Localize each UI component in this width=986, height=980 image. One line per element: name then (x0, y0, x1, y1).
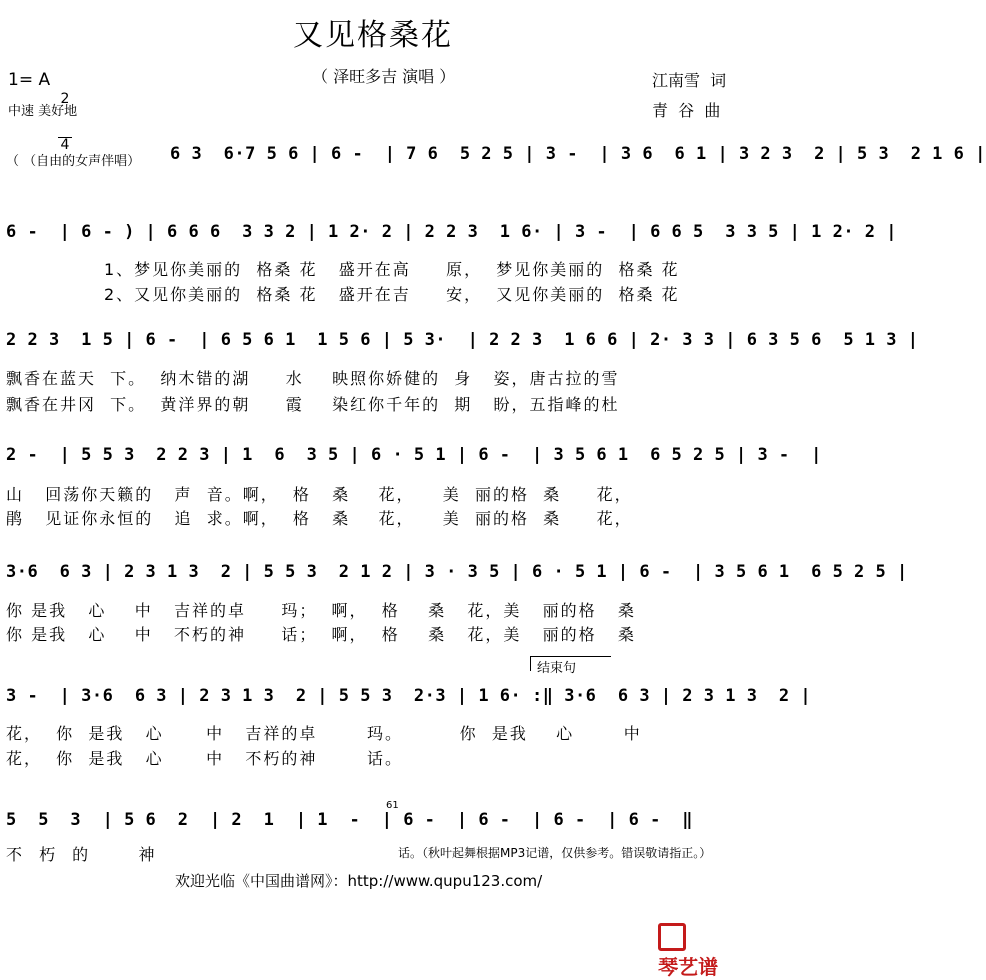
brand-name: 琴艺谱 (658, 955, 719, 979)
song-title: 又见格桑花 (293, 18, 453, 53)
row2-lyrics-verse2: 2、又见你美丽的 格桑 花 盛开在吉 安， 又见你美丽的 格桑 花 (104, 285, 680, 304)
time-bottom: 4 (58, 137, 72, 153)
row1-prefix: （ （自由的女声伴唱） (6, 154, 141, 169)
row5-lyrics-verse1: 你 是我 心 中 吉祥的卓 玛； 啊， 格 桑 花，美 丽的格 桑 (6, 601, 636, 620)
row3-notes: 2 2 3 1 5 | 6 - | 6 5 6 1 1 5 6 | 5 3· | 2 2 3 1 6 6 | 2· 3 3 | 6 3 5 6 5 1 3 | (6, 330, 919, 350)
row5-lyrics-verse2: 你 是我 心 中 不朽的神 话； 啊， 格 桑 花，美 丽的格 桑 (6, 625, 636, 644)
tempo-marking: 中速 美好地 (8, 104, 78, 119)
row7-notes: 5 5 3 | 5 6 2 | 2 1 | 1 - | 6 - | 6 - | 6 - | 6 - ‖ (6, 810, 694, 830)
row5-notes: 3·6 6 3 | 2 3 1 3 2 | 5 5 3 2 1 2 | 3 · 3 5 | 6 · 5 1 | 6 - | 3 5 6 1 6 5 2 5 | (6, 562, 908, 582)
row6-lyrics-verse1: 花， 你 是我 心 中 吉祥的卓 玛。 你 是我 心 中 (6, 724, 642, 743)
row2-notes: 6 - | 6 - ) | 6 6 6 3 3 2 | 1 2· 2 | 2 2 3 1 6· | 3 - | 6 6 5 3 3 5 | 1 2· 2 | (6, 222, 897, 242)
row6-notes: 3 - | 3·6 6 3 | 2 3 1 3 2 | 5 5 3 2·3 | 1 6· :‖ 3·6 6 3 | 2 3 1 3 2 | (6, 686, 812, 706)
singer-credit: （ 泽旺多吉 演唱 ） (312, 67, 456, 86)
row7-lyrics: 不 朽 的 神 (6, 845, 161, 864)
row4-lyrics-verse2: 鹃 见证你永恒的 追 求。啊， 格 桑 花， 美 丽的格 桑 花， (6, 509, 633, 528)
transcriber-note: 话。（秋叶起舞根据MP3记谱，仅供参考。错误敬请指正。） (398, 846, 712, 860)
footer-welcome: 欢迎光临《中国曲谱网》：http://www.qupu123.com/ (175, 872, 543, 890)
row4-lyrics-verse1: 山 回荡你天籁的 声 音。啊， 格 桑 花， 美 丽的格 桑 花， (6, 485, 633, 504)
row1-notes: 6 3 6·7 5 6 | 6 - | 7 6 5 2 5 | 3 - | 3 6 6 1 | 3 2 3 2 | 5 3 2 1 6 | (170, 144, 986, 164)
brand-logo (648, 904, 718, 980)
row3-lyrics-verse2: 飘香在井冈 下。 黄洋界的朝 霞 染红你千年的 期 盼，五指峰的杜 (6, 395, 620, 414)
composer-credit: 青 谷 曲 (652, 101, 721, 120)
lyricist-credit: 江南雪 词 (652, 71, 727, 90)
ending-label: 结束句 (537, 661, 577, 676)
row3-lyrics-verse1: 飘香在蓝天 下。 纳木错的湖 水 映照你娇健的 身 姿，唐古拉的雪 (6, 369, 620, 388)
row2-lyrics-verse1: 1、梦见你美丽的 格桑 花 盛开在高 原， 梦见你美丽的 格桑 花 (104, 260, 680, 279)
brand-logo-icon (658, 923, 686, 951)
row4-notes: 2 - | 5 5 3 2 2 3 | 1 6 3 5 | 6 · 5 1 | 6 - | 3 5 6 1 6 5 2 5 | 3 - | (6, 445, 822, 465)
row6-lyrics-verse2: 花， 你 是我 心 中 不朽的神 话。 (6, 749, 403, 768)
grace-note: 61 (386, 800, 399, 811)
time-top: 2 (60, 91, 70, 107)
key-signature: 1= A (8, 70, 51, 90)
